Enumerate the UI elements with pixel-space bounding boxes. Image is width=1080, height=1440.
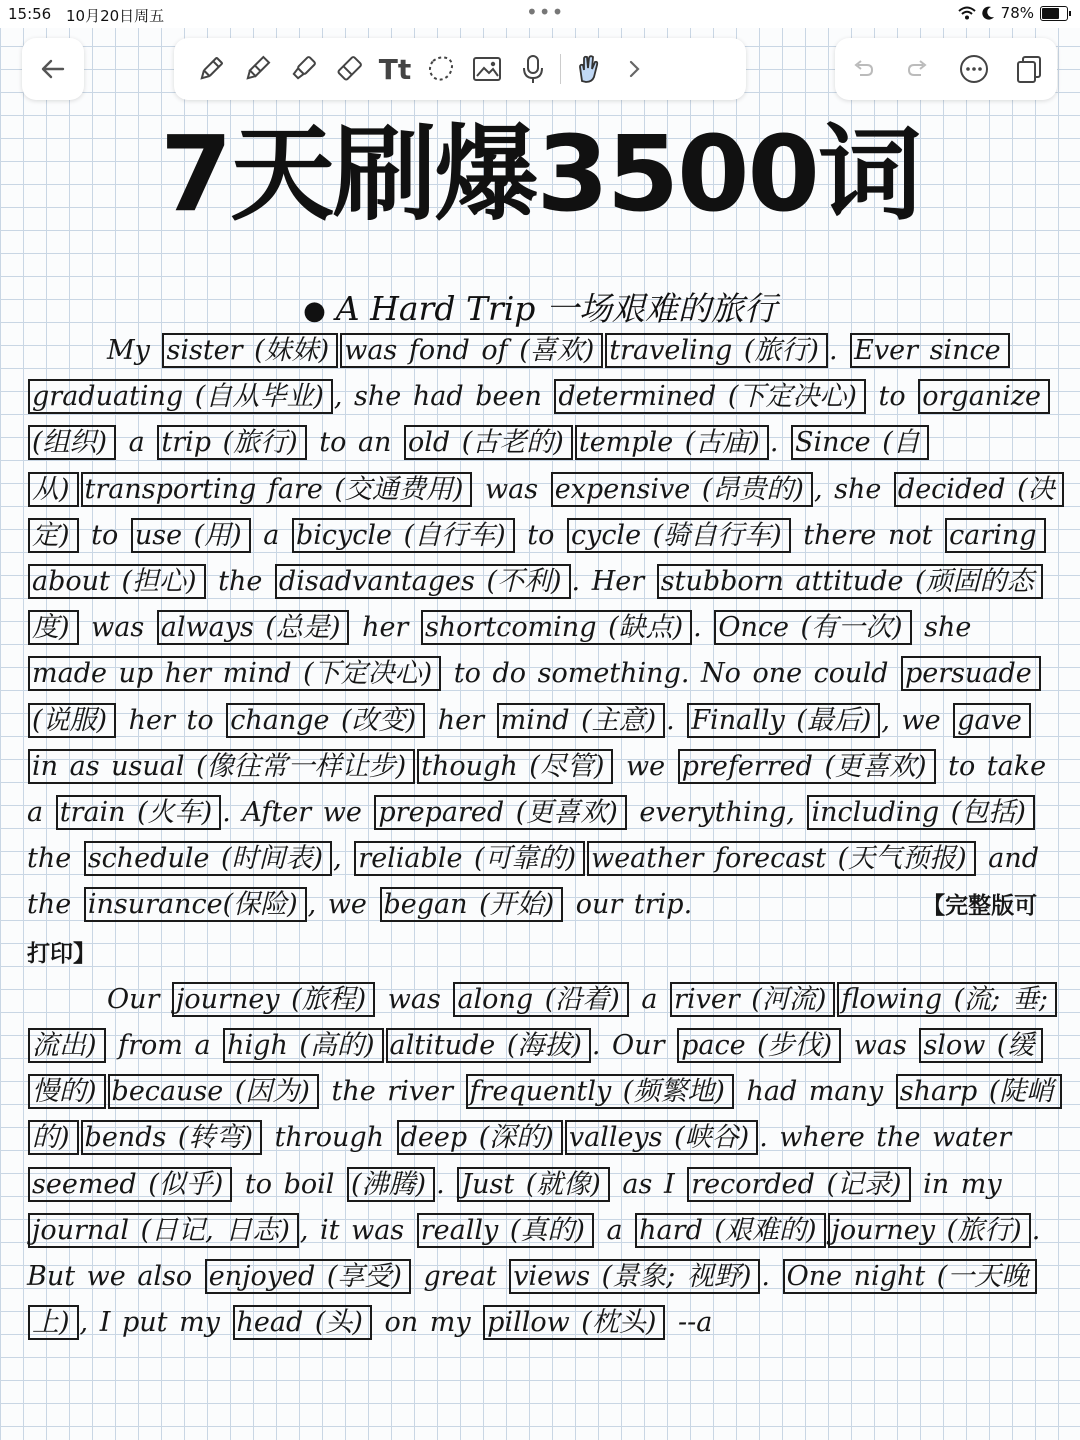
vocab-box: Just (就像) <box>457 1167 610 1202</box>
text-run: to <box>515 519 566 551</box>
text-run: we <box>614 750 677 782</box>
text-run: our trip. <box>564 889 693 921</box>
vocab-box: really (真的) <box>417 1213 594 1248</box>
text-run: , we <box>307 889 379 921</box>
text-run: . <box>828 335 850 366</box>
status-time: 15:56 <box>8 5 52 23</box>
vocab-box: journey (旅行) <box>828 1213 1031 1248</box>
vocab-box: cycle (骑自行车) <box>567 518 791 553</box>
text-run: , I put my <box>79 1307 232 1339</box>
text-run: her <box>350 612 420 644</box>
vocab-box: prepared (更喜欢) <box>374 795 626 830</box>
text-run: from a <box>106 1030 223 1062</box>
vocab-box: bicycle (自行车) <box>292 518 515 553</box>
vocab-box: persuade (说服) <box>28 656 1041 737</box>
vocab-box: decided (决定) <box>28 472 1064 553</box>
vocab-box: made up her mind (下定决心) <box>28 656 441 691</box>
battery-percent: 78% <box>1000 4 1034 22</box>
text-run: a <box>251 519 291 551</box>
vocab-box: views (景象; 视野) <box>509 1259 760 1294</box>
vocab-box: head (头) <box>233 1305 372 1340</box>
paragraph <box>27 328 1057 977</box>
vocab-box: preferred (更喜欢) <box>678 749 936 784</box>
vocab-box: mind (主意) <box>497 703 666 738</box>
vocab-box: journey (旅程) <box>172 982 375 1017</box>
text-run: was <box>79 612 156 644</box>
vocab-box: pillow (枕头) <box>483 1305 665 1340</box>
vocab-box: always (总是) <box>157 610 350 645</box>
vocab-box: high (高的) <box>223 1028 383 1063</box>
pages-button[interactable] <box>1006 46 1052 92</box>
text-run: . After we <box>222 797 374 829</box>
text-run: to take a <box>27 750 1047 829</box>
vocab-box: schedule (时间表) <box>84 841 332 876</box>
vocab-box: altitude (海拔) <box>386 1028 591 1063</box>
vocab-box: gave in as usual (像往常一样让步) <box>28 703 1031 784</box>
text-run: through <box>263 1122 396 1154</box>
vocab-box: because (因为) <box>108 1074 319 1109</box>
back-button[interactable] <box>30 46 76 92</box>
back-pill <box>22 38 84 100</box>
hand-draw-tool[interactable] <box>565 46 611 92</box>
text-icon: Tt <box>378 52 412 86</box>
section-heading <box>0 283 1080 330</box>
text-run: everything, <box>627 797 807 829</box>
text-run: to boil <box>233 1168 346 1200</box>
text-run: the river <box>319 1076 465 1108</box>
text-run: to do something. No one could <box>442 658 900 690</box>
text-run: she <box>912 612 972 644</box>
text-run: the <box>27 843 83 875</box>
vocab-box: organize (组织) <box>28 379 1050 460</box>
wifi-icon <box>958 6 976 20</box>
text-run: . But we also <box>27 1214 1041 1293</box>
vocab-box: sharp (陡峭的) <box>28 1074 1062 1155</box>
expand-tools-button[interactable] <box>611 46 657 92</box>
paragraph <box>27 977 1057 1347</box>
text-run: there not <box>791 519 945 551</box>
text-run: , it was <box>299 1214 416 1246</box>
vocab-box: bends (转弯) <box>81 1120 262 1155</box>
highlighter-icon <box>287 53 319 85</box>
vocab-box: traveling (旅行) <box>605 333 828 368</box>
vocab-box: valleys (峡谷) <box>565 1120 758 1155</box>
vocab-box: Ever since graduating (自从毕业) <box>28 333 1010 414</box>
text-run: . where the water <box>759 1122 1012 1154</box>
vocab-box: change (改变) <box>226 703 425 738</box>
image-icon <box>471 53 503 85</box>
vocab-box: was fond of (喜欢) <box>340 333 603 368</box>
image-tool[interactable] <box>464 46 510 92</box>
battery-icon <box>1040 6 1068 21</box>
section-heading-text: A Hard Trip 一场艰难的旅行 <box>335 289 777 328</box>
text-run: was <box>473 473 550 505</box>
lasso-icon <box>425 53 457 85</box>
status-date: 10月20日周五 <box>66 7 165 25</box>
vocab-box: shortcoming (缺点) <box>421 610 692 645</box>
text-run: a <box>117 427 157 459</box>
vocab-box: though (尽管) <box>417 749 613 784</box>
pencil-icon <box>241 53 273 85</box>
vocab-box: trip (旅行) <box>157 425 306 460</box>
bullet-icon: ● <box>303 296 326 326</box>
highlighter-tool[interactable] <box>280 46 326 92</box>
vocab-box: pace (步伐) <box>677 1028 841 1063</box>
text-run: . Her <box>571 566 656 598</box>
text-run: . <box>769 427 790 459</box>
redo-icon <box>905 56 931 82</box>
text-run: . <box>666 704 687 736</box>
text-run: as I <box>610 1168 687 1200</box>
printable-note: 【完整版可打印】 <box>27 893 1038 967</box>
vocab-box: began (开始) <box>380 887 564 922</box>
text-run: to <box>866 381 918 413</box>
moon-icon <box>982 6 995 20</box>
vocab-box: slow (缓慢的) <box>28 1028 1043 1109</box>
text-run: her <box>426 704 496 736</box>
text-run: to <box>79 519 130 551</box>
text-run: the <box>206 566 274 598</box>
chevron-right-icon <box>623 58 645 80</box>
microphone-tool[interactable] <box>510 46 556 92</box>
vocab-box: river (河流) <box>670 982 835 1017</box>
vocab-box: frequently (频繁地) <box>466 1074 734 1109</box>
vocab-box: caring about (担心) <box>28 518 1046 599</box>
vocab-box: enjoyed (享受) <box>205 1259 411 1294</box>
redo-button[interactable] <box>895 46 941 92</box>
text-run: great <box>411 1261 509 1293</box>
text-run: , we <box>881 704 953 736</box>
text-run: . <box>693 612 714 644</box>
eraser-icon <box>333 53 365 85</box>
text-run: , she <box>813 473 893 505</box>
text-tool[interactable] <box>372 46 418 92</box>
vocab-box: (沸腾) <box>347 1167 435 1202</box>
vocab-box: reliable (可靠的) <box>354 841 585 876</box>
vocab-box: along (沿着) <box>453 982 628 1017</box>
text-run: had many <box>734 1076 895 1108</box>
text-run: , <box>333 843 354 875</box>
vocab-box: insurance(保险) <box>84 887 307 922</box>
text-run: her to <box>117 704 226 736</box>
vocab-box: Finally (最后) <box>687 703 880 738</box>
text-run: a <box>594 1214 635 1246</box>
vocab-box: One night (一天晚上) <box>28 1259 1037 1340</box>
text-run: Our <box>107 983 172 1015</box>
status-bar <box>0 0 1080 28</box>
vocab-box: disadvantages (不利) <box>275 564 571 599</box>
toolbar-divider <box>560 54 561 84</box>
text-run: , she had been <box>333 381 554 413</box>
vocab-box: deep (深的) <box>397 1120 563 1155</box>
text-run: . <box>761 1261 782 1293</box>
vocab-box: old (古老的) <box>404 425 573 460</box>
undo-button[interactable] <box>840 46 886 92</box>
text-run: on my <box>372 1307 483 1339</box>
pages-icon <box>1014 54 1044 84</box>
arrow-left-icon <box>39 55 67 83</box>
pen-tool[interactable] <box>188 46 234 92</box>
more-icon <box>958 53 990 85</box>
vocab-box: journal (日记, 日志) <box>28 1213 299 1248</box>
text-run: was <box>842 1030 919 1062</box>
lasso-tool[interactable] <box>418 46 464 92</box>
vocab-box: use (用) <box>131 518 251 553</box>
status-right <box>958 4 1068 22</box>
vocab-box: Once (有一次) <box>714 610 911 645</box>
vocab-box: weather forecast (天气预报) <box>587 841 976 876</box>
text-run: . Our <box>591 1030 677 1062</box>
text-run: in my <box>911 1168 1002 1200</box>
microphone-icon <box>517 53 549 85</box>
vocab-box: recorded (记录) <box>687 1167 910 1202</box>
vocab-box: train (火车) <box>56 795 222 830</box>
right-actions <box>835 38 1057 100</box>
vocab-box: Since (自从) <box>28 425 929 506</box>
hand-draw-icon <box>572 53 604 85</box>
notes-body <box>27 328 1057 1346</box>
vocab-box: sister (妹妹) <box>162 333 338 368</box>
text-run: --a <box>666 1307 713 1339</box>
page-title: 7天刷爆3500词 <box>160 113 920 235</box>
vocab-box: temple (古庙) <box>575 425 769 460</box>
text-run: was <box>376 983 453 1015</box>
vocab-box: flowing (流; 垂; 流出) <box>28 982 1057 1063</box>
text-run: My <box>107 335 162 366</box>
vocab-box: including (包括) <box>807 795 1034 830</box>
vocab-box: determined (下定决心) <box>554 379 866 414</box>
vocab-box: seemed (似乎) <box>28 1167 232 1202</box>
more-button[interactable] <box>951 46 997 92</box>
text-run: . <box>436 1168 457 1200</box>
text-run: and the <box>27 843 1040 921</box>
vocab-box: hard (艰难的) <box>635 1213 825 1248</box>
pen-icon <box>195 53 227 85</box>
vocab-box: stubborn attitude (顽固的态度) <box>28 564 1043 645</box>
vocab-box: transporting fare (交通费用) <box>81 472 473 507</box>
pencil-tool[interactable] <box>234 46 280 92</box>
text-run: to an <box>307 427 404 459</box>
tool-palette <box>174 38 746 100</box>
undo-icon <box>850 56 876 82</box>
eraser-tool[interactable] <box>326 46 372 92</box>
multitask-dots-icon[interactable]: ••• <box>526 0 565 24</box>
vocab-box: expensive (昂贵的) <box>551 472 813 507</box>
text-run: a <box>629 983 670 1015</box>
